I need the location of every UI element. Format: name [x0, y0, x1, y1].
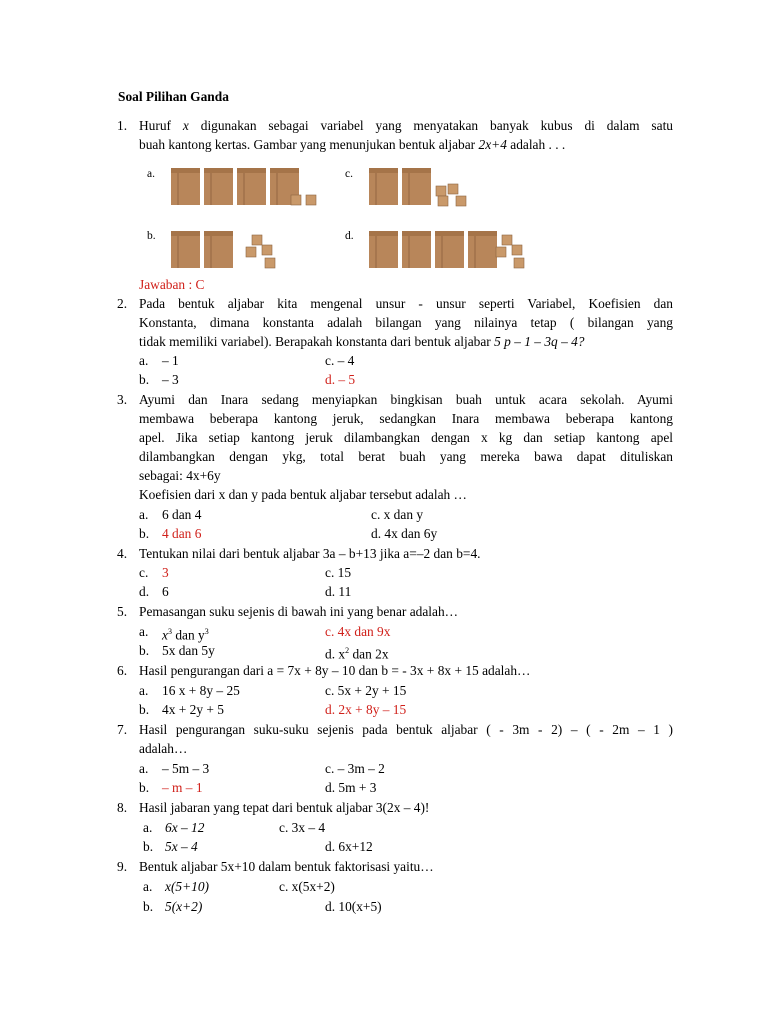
cube-icon	[306, 195, 316, 205]
q7-line-2: adalah…	[139, 741, 188, 756]
q3-line-1: Ayumi dan Inara sedang menyiapkan bingkisan buah untuk acara sekolah. Ayumi	[139, 392, 673, 407]
q9-option-b-label: b.	[143, 899, 154, 914]
q4-text: Tentukan nilai dari bentuk aljabar 3a – b+13 jika a=–2 dan b=4.	[139, 546, 481, 561]
q9-option-b: 5(x+2)	[165, 899, 203, 914]
q8-option-a: 6x – 12	[165, 820, 205, 835]
q3-option-b-label: b.	[139, 526, 150, 541]
cube-icon	[496, 247, 506, 257]
q1-expression: 2x+4	[478, 137, 507, 152]
cube-icon	[265, 258, 275, 268]
bag-icon	[171, 231, 200, 268]
q3-number: 3.	[117, 392, 128, 407]
q2-option-b: – 3	[162, 372, 179, 387]
cube-icon	[246, 247, 256, 257]
q1-text: adalah . . .	[510, 137, 566, 152]
q7-option-a-label: a.	[139, 761, 149, 776]
q1-answer: Jawaban : C	[139, 277, 205, 292]
q5-option-a-label: a.	[139, 624, 149, 639]
cube-icon	[252, 235, 262, 245]
bag-icon	[369, 168, 398, 205]
q6-option-b: 4x + 2y + 5	[162, 702, 224, 717]
q5-text: d. x	[325, 646, 346, 662]
q2-line-1: Pada bentuk aljabar kita mengenal unsur - unsur seperti Variabel, Koefisien dan	[139, 296, 673, 311]
bag-icon	[204, 231, 233, 268]
bag-icon	[468, 231, 497, 268]
q6-option-a-label: a.	[139, 683, 149, 698]
q5-option-b: 5x dan 5y	[162, 643, 215, 658]
q8-option-a-label: a.	[143, 820, 153, 835]
page-title: Soal Pilihan Ganda	[118, 89, 229, 104]
bag-icon	[402, 168, 431, 205]
q5-exponent: 2	[345, 646, 350, 655]
q2-expression: 5 p – 1 – 3q – 4?	[494, 334, 585, 349]
q3-option-a-label: a.	[139, 507, 149, 522]
q8-option-c: c. 3x – 4	[279, 820, 326, 835]
q6-option-d-answer: d. 2x + 8y – 15	[325, 702, 407, 717]
cube-icon	[456, 196, 466, 206]
cube-icon	[502, 235, 512, 245]
q5-exponent: 3	[167, 627, 172, 636]
q1-text: Huruf	[139, 118, 171, 133]
q4-option-c-answer: 3	[162, 565, 169, 580]
bag-icon	[435, 231, 464, 268]
q1-variable: x	[182, 118, 189, 133]
q7-option-d: d. 5m + 3	[325, 780, 377, 795]
q8-text: Hasil jabaran yang tepat dari bentuk aljabar 3(2x – 4)!	[139, 800, 430, 815]
q8-option-d: d. 6x+12	[325, 839, 373, 854]
cube-icon	[436, 186, 446, 196]
cube-icon	[448, 184, 458, 194]
q1-text: digunakan sebagai variabel yang menyatakan banyak kubus di dalam satu	[200, 118, 673, 133]
q3-line-6: Koefisien dari x dan y pada bentuk aljabar tersebut adalah …	[139, 487, 467, 502]
q7-line-1: Hasil pengurangan suku-suku sejenis pada bentuk aljabar ( - 3m - 2) – ( - 2m – 1 )	[139, 722, 673, 737]
q9-text: Bentuk aljabar 5x+10 dalam bentuk faktorisasi yaitu…	[139, 859, 434, 874]
bag-icon	[204, 168, 233, 205]
q4-option-c-label: c.	[139, 565, 149, 580]
q5-text: Pemasangan suku sejenis di bawah ini yang benar adalah…	[139, 604, 459, 619]
q4-option-d-label: d.	[139, 584, 150, 599]
q5-text: dan y	[175, 627, 205, 643]
q6-number: 6.	[117, 663, 128, 678]
bag-icon	[171, 168, 200, 205]
q2-number: 2.	[117, 296, 128, 311]
q2-text: tidak memiliki variabel). Berapakah konstanta dari bentuk aljabar	[139, 334, 491, 349]
q6-option-b-label: b.	[139, 702, 150, 717]
q3-line-4: dilambangkan dengan ykg, total berat buah yang mereka bawa dapat dituliskan	[139, 449, 673, 464]
q2-option-b-label: b.	[139, 372, 150, 387]
q4-option-c2: c. 15	[325, 565, 352, 580]
q1-text: buah kantong kertas. Gambar yang menunjukan bentuk aljabar	[139, 137, 476, 152]
q5-text: dan 2x	[352, 646, 389, 662]
q2-line-2: Konstanta, dimana konstanta adalah bilangan yang nilainya tetap ( bilangan yang	[139, 315, 673, 330]
q3-option-a: 6 dan 4	[162, 507, 202, 522]
q1-option-d-label: d.	[345, 230, 354, 242]
q7-option-b-label: b.	[139, 780, 150, 795]
q7-number: 7.	[117, 722, 128, 737]
bag-icon	[402, 231, 431, 268]
q5-variable: x	[162, 627, 168, 643]
bag-icon	[369, 231, 398, 268]
q5-exponent: 3	[204, 627, 209, 636]
q5-option-c-answer: c. 4x dan 9x	[325, 624, 391, 639]
q3-line-2: membawa beberapa kantong jeruk, sedangkan Inara membawa beberapa kantong	[139, 411, 673, 426]
q3-option-d: d. 4x dan 6y	[371, 526, 438, 541]
cube-icon	[438, 196, 448, 206]
q2-option-d-answer: d. – 5	[325, 372, 356, 387]
q2-line-3	[139, 332, 585, 351]
q5-option-b-label: b.	[139, 643, 150, 658]
q1-option-c-label: c.	[345, 168, 353, 180]
q6-option-a: 16 x + 8y – 25	[162, 683, 240, 698]
q2-option-a: – 1	[162, 353, 179, 368]
cube-icon	[262, 245, 272, 255]
q1-line-2	[139, 135, 565, 154]
q3-option-b-answer: 4 dan 6	[162, 526, 202, 541]
q8-number: 8.	[117, 800, 128, 815]
bag-icon	[237, 168, 266, 205]
cube-icon	[512, 245, 522, 255]
q9-option-d: d. 10(x+5)	[325, 899, 382, 914]
q7-option-b-answer: – m – 1	[162, 780, 203, 795]
q1-line-1	[139, 116, 673, 135]
q1-option-d-image	[368, 225, 528, 271]
q9-option-a-label: a.	[143, 879, 153, 894]
q8-option-b: 5x – 4	[165, 839, 198, 854]
q1-option-a-image	[170, 162, 325, 208]
cube-icon	[291, 195, 301, 205]
q1-option-c-image	[368, 162, 478, 208]
q6-text: Hasil pengurangan dari a = 7x + 8y – 10 dan b = - 3x + 8x + 15 adalah…	[139, 663, 531, 678]
q1-number: 1.	[117, 118, 128, 133]
q9-option-a: x(5+10)	[165, 879, 209, 894]
q3-line-5: sebagai: 4x+6y	[139, 468, 221, 483]
q2-option-a-label: a.	[139, 353, 149, 368]
q4-option-d2: d. 11	[325, 584, 352, 599]
q1-option-b-label: b.	[147, 230, 156, 242]
q2-option-c: c. – 4	[325, 353, 355, 368]
q1-option-a-label: a.	[147, 168, 155, 180]
cube-icon	[514, 258, 524, 268]
q4-number: 4.	[117, 546, 128, 561]
q6-option-c: c. 5x + 2y + 15	[325, 683, 407, 698]
q5-number: 5.	[117, 604, 128, 619]
q3-line-3: apel. Jika setiap kantong jeruk dilambangkan dengan x kg dan setiap kantong apel	[139, 430, 673, 445]
q7-option-c: c. – 3m – 2	[325, 761, 385, 776]
q8-option-b-label: b.	[143, 839, 154, 854]
q1-option-b-image	[170, 225, 285, 271]
q9-option-c: c. x(5x+2)	[279, 879, 335, 894]
q7-option-a: – 5m – 3	[162, 761, 210, 776]
q9-number: 9.	[117, 859, 128, 874]
q4-option-d: 6	[162, 584, 169, 599]
q3-option-c: c. x dan y	[371, 507, 424, 522]
